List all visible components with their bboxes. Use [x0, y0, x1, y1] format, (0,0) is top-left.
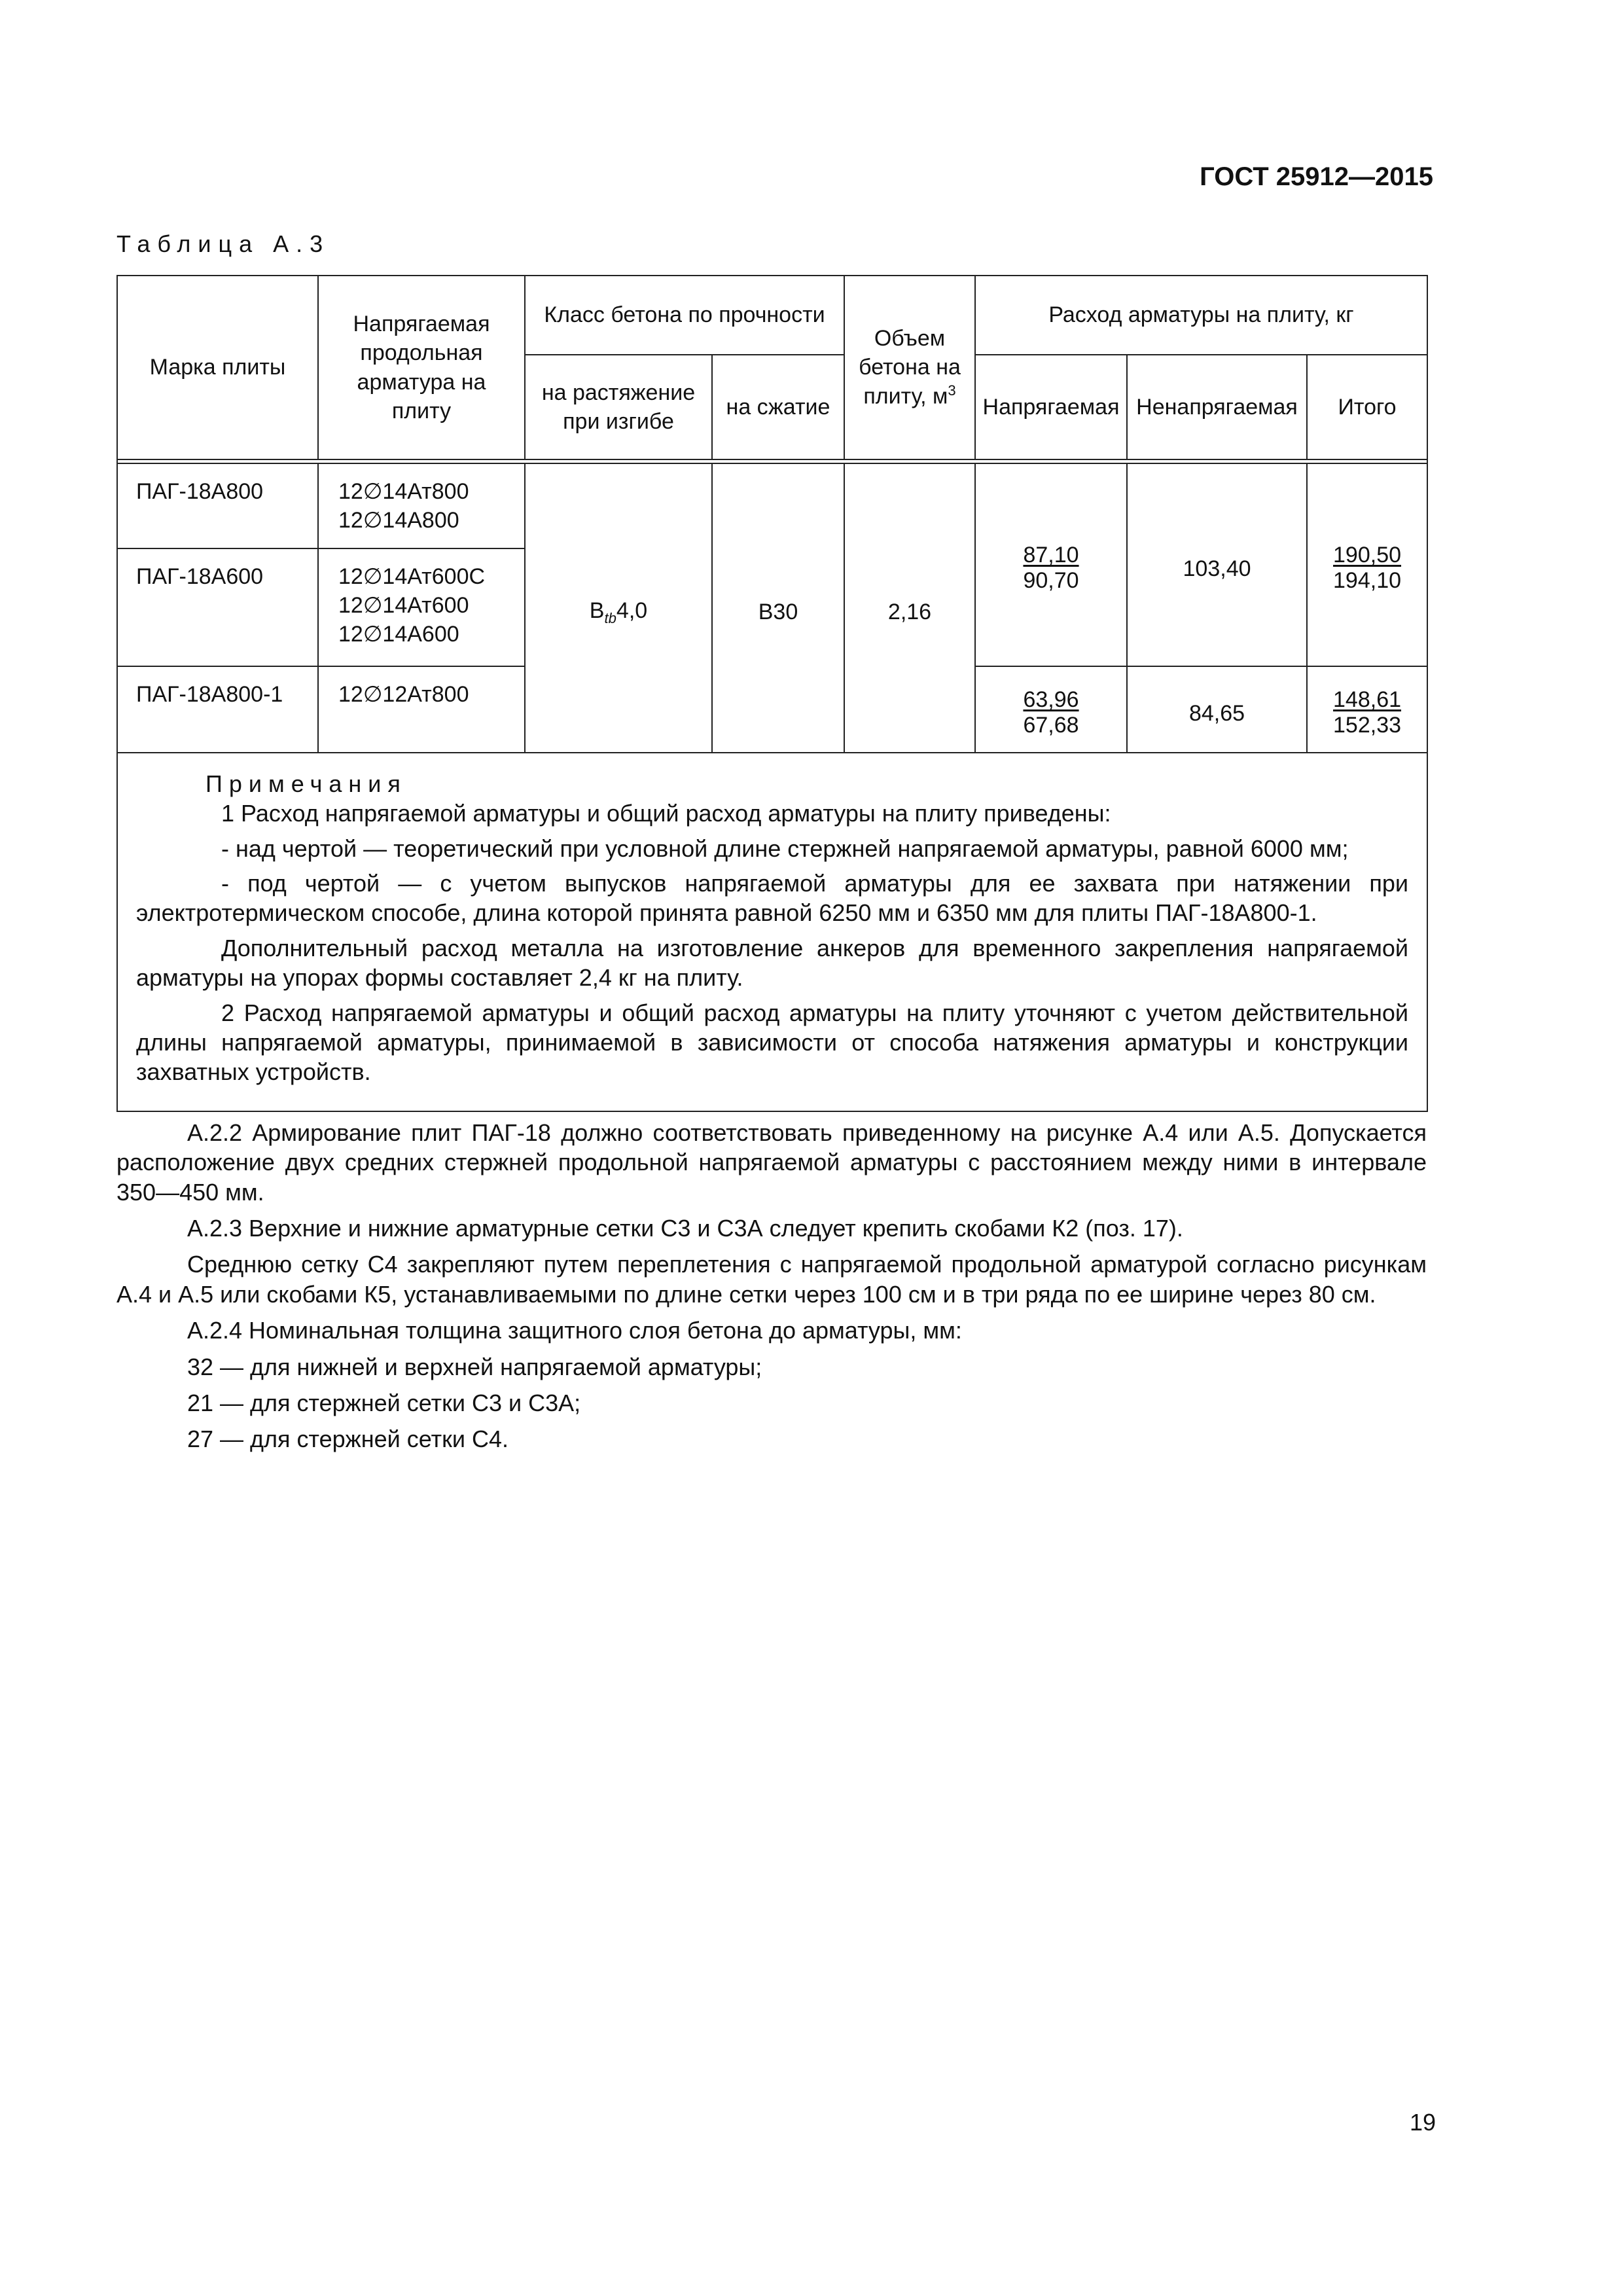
- reinforcement-line: 12∅14Ат600С: [338, 564, 486, 589]
- paragraph: 32 — для нижней и верхней напрягаемой арматуры;: [187, 1353, 762, 1380]
- fraction: [1023, 687, 1079, 738]
- paragraph: Среднюю сетку С4 закрепляют путем переплетения с напрягаемой продольной арматурой согласно рисункам А.4 и А.5 или скобами К5, устанавливаемыми по длине сетки через 100 см и в три ряда по ее ширине через 80 см.: [116, 1251, 1427, 1308]
- prestressed-cell: [975, 463, 1127, 666]
- paragraph: А.2.4 Номинальная толщина защитного слоя бетона до арматуры, мм:: [187, 1317, 962, 1344]
- reinforcement-line: 12∅12Ат800: [338, 682, 469, 707]
- fraction-top: 63,96: [1023, 687, 1079, 712]
- page-number: 19: [1409, 2109, 1436, 2136]
- tension-class-cell: [525, 463, 712, 753]
- compression-class-cell: B30: [712, 463, 844, 753]
- header-volume: [844, 276, 975, 459]
- note-item: Дополнительный расход металла на изготовление анкеров для временного закрепления напрягаемой арматуры на упорах формы составляет 2,4 кг на плиту.: [136, 934, 1409, 992]
- fraction: [1333, 543, 1401, 594]
- prestressed-cell: [975, 666, 1127, 753]
- volume-cell: 2,16: [844, 463, 975, 753]
- header-mark: Марка плиты: [117, 276, 318, 459]
- reinforcement-line: 12∅14А600: [338, 622, 459, 647]
- paragraph: А.2.3 Верхние и нижние арматурные сетки С3 и С3А следует крепить скобами К2 (поз. 17).: [187, 1215, 1183, 1242]
- paragraph: 27 — для стержней сетки С4.: [187, 1426, 508, 1453]
- fraction-top: 148,61: [1333, 687, 1402, 712]
- header-volume-text: Объем бетона на плиту, м: [859, 326, 961, 409]
- header-nonprestressed: Ненапрягаемая: [1127, 355, 1307, 459]
- fraction: [1333, 687, 1401, 738]
- note-item: - над чертой — теоретический при условной длине стержней напрягаемой арматуры, равной 6000 мм;: [221, 834, 1349, 862]
- nonprestressed-cell: 84,65: [1127, 666, 1307, 753]
- header-tension: на растяжение при изгибе: [525, 355, 712, 459]
- table-row-mark: ПАГ-18А800: [117, 463, 318, 548]
- body-text: [116, 1118, 1427, 1461]
- note-item: 1 Расход напрягаемой арматуры и общий расход арматуры на плиту приведены:: [221, 800, 1111, 827]
- table-row-mark: ПАГ-18А800-1: [117, 666, 318, 753]
- fraction-bottom: 90,70: [1023, 567, 1079, 593]
- table-row-mark: ПАГ-18А600: [117, 548, 318, 666]
- nonprestressed-cell: 103,40: [1127, 463, 1307, 666]
- fraction-bottom: 152,33: [1333, 712, 1402, 738]
- table-notes: [117, 753, 1427, 1111]
- note-item: - под чертой — с учетом выпусков напрягаемой арматуры для ее захвата при натяжении при электротермическом способе, длина которой принята равной 6250 мм и 6350 мм для плиты ПАГ-18А800-1.: [136, 870, 1409, 927]
- header-consumption: Расход арматуры на плиту, кг: [975, 276, 1427, 355]
- fraction-top: 190,50: [1333, 542, 1402, 567]
- tension-value: 4,0: [616, 598, 648, 623]
- reinforcement-line: 12∅14Ат800: [338, 479, 469, 504]
- tension-subscript: tb: [604, 609, 616, 626]
- fraction: [1023, 543, 1079, 594]
- header-concrete-class: Класс бетона по прочности: [525, 276, 844, 355]
- reinforcement-line: 12∅14Ат600: [338, 593, 469, 619]
- header-total: Итого: [1307, 355, 1427, 459]
- paragraph: А.2.2 Армирование плит ПАГ-18 должно соответствовать приведенному на рисунке А.4 или А.5. Допускается расположение двух средних стержней продольной напрягаемой арматуры с расстоянием между ними в интервале 350—450 мм.: [116, 1119, 1427, 1206]
- total-cell: [1307, 463, 1427, 666]
- table-row-reinforcement: [318, 463, 525, 548]
- data-table: [116, 275, 1428, 1112]
- table-row-reinforcement: [318, 666, 525, 753]
- note-item: 2 Расход напрягаемой арматуры и общий расход арматуры на плиту уточняют с учетом действительной длины напрягаемой арматуры, принимаемой в зависимости от способа натяжения арматуры и конструкции захватных устройств.: [136, 999, 1409, 1086]
- header-prestressed: Напрягаемая: [975, 355, 1127, 459]
- header-volume-sup: 3: [948, 382, 956, 399]
- header-compression: на сжатие: [712, 355, 844, 459]
- tension-prefix: B: [589, 598, 605, 623]
- reinforcement-line: 12∅14А800: [338, 508, 459, 533]
- document-code: ГОСТ 25912—2015: [1200, 162, 1433, 191]
- fraction-top: 87,10: [1023, 542, 1079, 567]
- header-reinforcement: Напрягаемая продольная арматура на плиту: [318, 276, 525, 459]
- paragraph: 21 — для стержней сетки С3 и С3А;: [187, 1389, 581, 1416]
- total-cell: [1307, 666, 1427, 753]
- fraction-bottom: 67,68: [1023, 712, 1079, 738]
- notes-title: Примечания: [205, 770, 407, 797]
- table-caption: Таблица А.3: [116, 230, 330, 257]
- table-row-reinforcement: [318, 548, 525, 666]
- fraction-bottom: 194,10: [1333, 567, 1402, 593]
